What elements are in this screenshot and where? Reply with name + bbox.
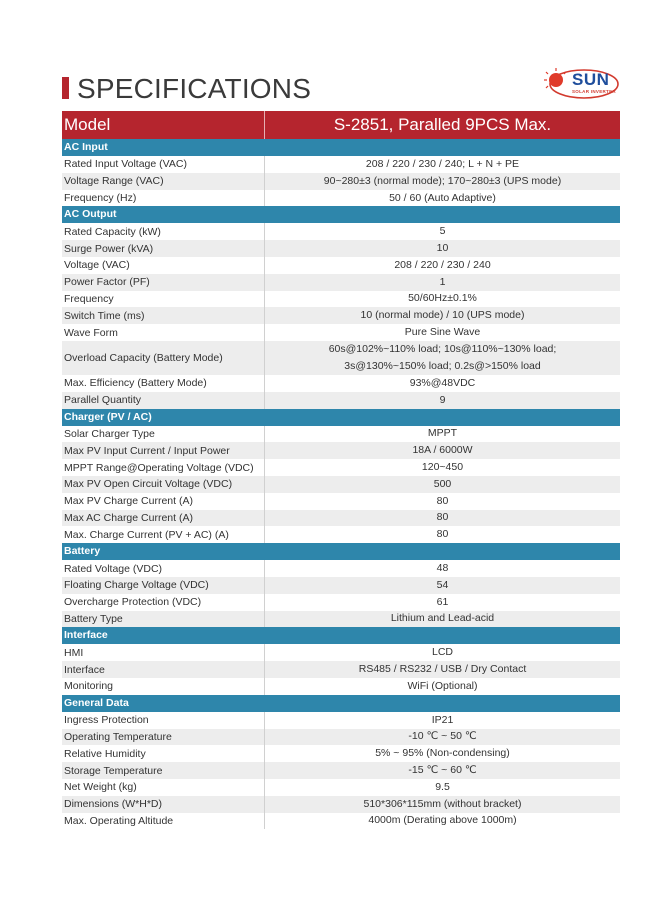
spec-row: [62, 375, 620, 392]
spec-value-line: 80: [436, 528, 449, 541]
spec-value: [265, 324, 620, 341]
spec-row: [62, 813, 620, 830]
spec-label: Max AC Charge Current (A): [62, 510, 265, 527]
spec-value-line: 10 (normal mode) / 10 (UPS mode): [360, 309, 525, 322]
spec-value: [265, 392, 620, 409]
spec-label: Storage Temperature: [62, 762, 265, 779]
spec-label: Overcharge Protection (VDC): [62, 594, 265, 611]
spec-value: [265, 779, 620, 796]
spec-row: [62, 611, 620, 628]
model-label: Model: [62, 111, 265, 139]
spec-value-line: 500: [433, 477, 452, 490]
spec-value: [265, 240, 620, 257]
spec-label: Surge Power (kVA): [62, 240, 265, 257]
spec-value-line: 5: [439, 225, 446, 238]
spec-value-line: 48: [436, 562, 449, 575]
spec-value-line: WiFi (Optional): [407, 679, 478, 692]
spec-value-line: IP21: [431, 713, 454, 726]
spec-value: [265, 796, 620, 813]
spec-row: [62, 493, 620, 510]
spec-value-line: RS485 / RS232 / USB / Dry Contact: [358, 663, 527, 676]
spec-label: Max PV Open Circuit Voltage (VDC): [62, 476, 265, 493]
spec-row: [62, 324, 620, 341]
spec-label: Rated Capacity (kW): [62, 223, 265, 240]
spec-value: [265, 459, 620, 476]
spec-label: Voltage (VAC): [62, 257, 265, 274]
spec-label: Rated Input Voltage (VAC): [62, 156, 265, 173]
spec-value: [265, 526, 620, 543]
spec-value: [265, 173, 620, 190]
page-title: SPECIFICATIONS: [77, 73, 312, 104]
spec-label: Power Factor (PF): [62, 274, 265, 291]
section-header: General Data: [62, 695, 620, 712]
spec-value-line: 208 / 220 / 230 / 240: [394, 258, 491, 271]
spec-row: [62, 291, 620, 308]
spec-value-line: 5% ~ 95% (Non-condensing): [375, 747, 510, 760]
spec-value-line: 3s@130%~150% load; 0.2s@>150% load: [344, 359, 541, 372]
spec-value: [265, 156, 620, 173]
spec-row: [62, 476, 620, 493]
brand-logo: [540, 66, 620, 102]
spec-value: [265, 426, 620, 443]
spec-value-line: -10 ℃ ~ 50 ℃: [408, 730, 477, 743]
spec-value-line: 50/60Hz±0.1%: [408, 292, 477, 305]
spec-row: [62, 510, 620, 527]
spec-label: MPPT Range@Operating Voltage (VDC): [62, 459, 265, 476]
spec-row: [62, 442, 620, 459]
spec-label: Dimensions (W*H*D): [62, 796, 265, 813]
spec-label: Monitoring: [62, 678, 265, 695]
spec-row: [62, 779, 620, 796]
spec-value-line: 4000m (Derating above 1000m): [368, 814, 517, 827]
section-header: AC Input: [62, 139, 620, 156]
spec-value: [265, 712, 620, 729]
spec-value: [265, 577, 620, 594]
spec-value: [265, 813, 620, 830]
spec-label: Rated Voltage (VDC): [62, 560, 265, 577]
spec-value-line: 60s@102%~110% load; 10s@110%~130% load;: [328, 342, 557, 355]
spec-row: [62, 240, 620, 257]
spec-value-line: -15 ℃ ~ 60 ℃: [408, 764, 477, 777]
spec-label: Floating Charge Voltage (VDC): [62, 577, 265, 594]
spec-value: [265, 678, 620, 695]
spec-value-line: 208 / 220 / 230 / 240; L + N + PE: [365, 157, 520, 170]
spec-row: [62, 274, 620, 291]
spec-value-line: 9: [439, 393, 446, 406]
spec-row: [62, 459, 620, 476]
spec-value: [265, 274, 620, 291]
spec-value: [265, 375, 620, 392]
spec-row: [62, 307, 620, 324]
spec-value: [265, 291, 620, 308]
model-row: [62, 111, 620, 139]
spec-row: [62, 712, 620, 729]
spec-value: [265, 661, 620, 678]
spec-row: [62, 594, 620, 611]
spec-row: [62, 426, 620, 443]
spec-value-line: Pure Sine Wave: [404, 326, 481, 339]
section-header: Interface: [62, 627, 620, 644]
spec-row: [62, 661, 620, 678]
spec-label: Frequency: [62, 291, 265, 308]
spec-value-line: Lithium and Lead-acid: [390, 612, 495, 625]
spec-label: Overload Capacity (Battery Mode): [62, 341, 265, 375]
spec-value: [265, 644, 620, 661]
spec-value: [265, 257, 620, 274]
spec-value-line: 1: [439, 275, 446, 288]
spec-value-line: 10: [436, 242, 449, 255]
spec-label: Interface: [62, 661, 265, 678]
spec-row: [62, 392, 620, 409]
spec-row: [62, 729, 620, 746]
spec-row: [62, 341, 620, 375]
spec-value: [265, 745, 620, 762]
spec-label: Voltage Range (VAC): [62, 173, 265, 190]
spec-value: [265, 510, 620, 527]
spec-label: Parallel Quantity: [62, 392, 265, 409]
spec-label: Operating Temperature: [62, 729, 265, 746]
spec-row: [62, 678, 620, 695]
spec-value-line: 54: [436, 578, 449, 591]
model-value: S-2851, Paralled 9PCS Max.: [333, 115, 552, 134]
spec-value-line: 120~450: [421, 461, 464, 474]
spec-label: Switch Time (ms): [62, 307, 265, 324]
spec-row: [62, 223, 620, 240]
spec-label: Battery Type: [62, 611, 265, 628]
spec-row: [62, 577, 620, 594]
spec-value-line: 61: [436, 595, 449, 608]
spec-row: [62, 745, 620, 762]
spec-label: Wave Form: [62, 324, 265, 341]
spec-row: [62, 762, 620, 779]
spec-label: Relative Humidity: [62, 745, 265, 762]
spec-label: Max. Operating Altitude: [62, 813, 265, 830]
spec-value-line: 93%@48VDC: [409, 376, 476, 389]
spec-value: [265, 476, 620, 493]
spec-value: [265, 493, 620, 510]
title-accent-bar: [62, 77, 69, 99]
spec-value-line: LCD: [431, 646, 453, 659]
spec-row: [62, 190, 620, 207]
spec-row: [62, 560, 620, 577]
spec-value: [265, 560, 620, 577]
spec-row: [62, 796, 620, 813]
spec-label: Net Weight (kg): [62, 779, 265, 796]
section-header: Charger (PV / AC): [62, 409, 620, 426]
spec-row: [62, 526, 620, 543]
spec-label: Max PV Input Current / Input Power: [62, 442, 265, 459]
section-header: Battery: [62, 543, 620, 560]
spec-row: [62, 257, 620, 274]
spec-value: [265, 190, 620, 207]
spec-label: Frequency (Hz): [62, 190, 265, 207]
spec-value: [265, 307, 620, 324]
spec-row: [62, 173, 620, 190]
spec-value-line: MPPT: [427, 427, 458, 440]
spec-label: Max. Charge Current (PV + AC) (A): [62, 526, 265, 543]
spec-value: [265, 223, 620, 240]
spec-value-line: 80: [436, 494, 449, 507]
spec-row: [62, 156, 620, 173]
spec-value-line: 50 / 60 (Auto Adaptive): [389, 191, 496, 204]
logo-wordmark: SUN: [572, 70, 610, 89]
spec-label: Max PV Charge Current (A): [62, 493, 265, 510]
logo-tagline: SOLAR INVERTER: [572, 89, 616, 94]
spec-value: [265, 762, 620, 779]
spec-value-line: 80: [436, 511, 449, 524]
spec-value-line: 510*306*115mm (without bracket): [363, 797, 522, 810]
spec-value-line: 90~280±3 (normal mode); 170~280±3 (UPS mode): [323, 174, 562, 187]
spec-value-line: 9.5: [435, 780, 450, 793]
spec-value-line: 18A / 6000W: [412, 444, 473, 457]
spec-label: HMI: [62, 644, 265, 661]
spec-label: Ingress Protection: [62, 712, 265, 729]
spec-value: [265, 341, 620, 375]
spec-label: Max. Efficiency (Battery Mode): [62, 375, 265, 392]
spec-row: [62, 644, 620, 661]
spec-value: [265, 611, 620, 628]
section-header: AC Output: [62, 206, 620, 223]
spec-value: [265, 729, 620, 746]
spec-label: Solar Charger Type: [62, 426, 265, 443]
spec-value: [265, 594, 620, 611]
spec-table: [62, 111, 620, 829]
spec-value: [265, 442, 620, 459]
